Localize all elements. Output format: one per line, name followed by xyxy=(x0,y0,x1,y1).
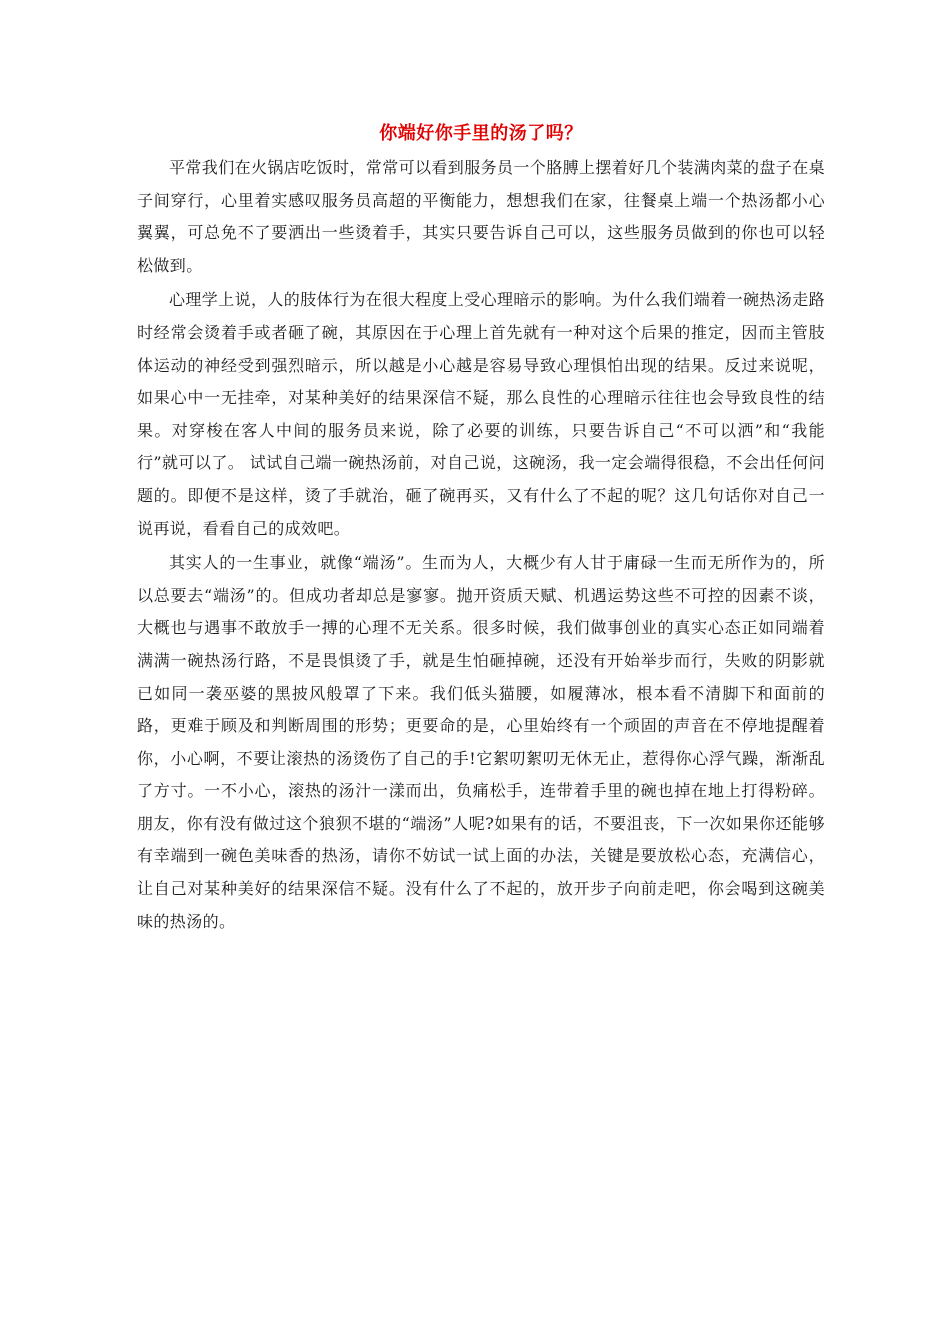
paragraph-3: 其实人的一生事业，就像“端汤”。生而为人，大概少有人甘于庸碌一生而无所作为的，所以总要去“端汤”的。但成功者却总是寥寥。抛开资质天赋、机遇运势这些不可控的因素不谈，大概也与遇事不敢放手一搏的心理不无关系。很多时候，我们做事创业的真实心态正如同端着满满一碗热汤行路，不是畏惧烫了手，就是生怕砸掉碗，还没有开始举步而行，失败的阴影就已如同一袭巫婆的黑披风般罩了下来。我们低头猫腰，如履薄冰，根本看不清脚下和面前的路，更难于顾及和判断周围的形势；更要命的是，心里始终有一个顽固的声音在不停地提醒着你，小心啊，不要让滚热的汤烫伤了自己的手!它絮叨絮叨无休无止，惹得你心浮气躁，渐渐乱了方寸。一不小心，滚热的汤汁一漾而出，负痛松手，连带着手里的碗也掉在地上打得粉碎。 朋友，你有没有做过这个狼狈不堪的“端汤”人呢?如果有的话，不要沮丧，下一次如果你还能够有幸端到一碗色美味香的热汤，请你不妨试一试上面的办法，关键是要放松心态，充满信心，让自己对某种美好的结果深信不疑。没有什么了不起的，放开步子向前走吧，你会喝到这碗美味的热汤的。 xyxy=(137,553,825,931)
paragraph-1: 平常我们在火锅店吃饭时，常常可以看到服务员一个胳膊上摆着好几个装满肉菜的盘子在桌子间穿行，心里着实感叹服务员高超的平衡能力，想想我们在家，往餐桌上端一个热汤都小心翼翼，可总免不了要洒出一些烫着手，其实只要告诉自己可以，这些服务员做到的你也可以轻松做到。 xyxy=(137,158,826,275)
paragraph-2: 心理学上说，人的肢体行为在很大程度上受心理暗示的影响。为什么我们端着一碗热汤走路时经常会烫着手或者砸了碗，其原因在于心理上首先就有一种对这个后果的推定，因而主管肢体运动的神经受到强烈暗示，所以越是小心越是容易导致心理惧怕出现的结果。反过来说呢，如果心中一无挂牵，对某种美好的结果深信不疑，那么良性的心理暗示往往也会导致良性的结果。对穿梭在客人中间的服务员来说，除了必要的训练，只要告诉自己“不可以洒”和“我能行”就可以了。 试试自己端一碗热汤前，对自己说，这碗汤，我一定会端得很稳，不会出任何问题的。即便不是这样，烫了手就治，砸了碗再买，又有什么了不起的呢？这几句话你对自己一说再说，看看自己的成效吧。 xyxy=(137,290,826,538)
document-page xyxy=(137,118,825,940)
document-title: 你端好你手里的汤了吗？ xyxy=(379,123,583,144)
